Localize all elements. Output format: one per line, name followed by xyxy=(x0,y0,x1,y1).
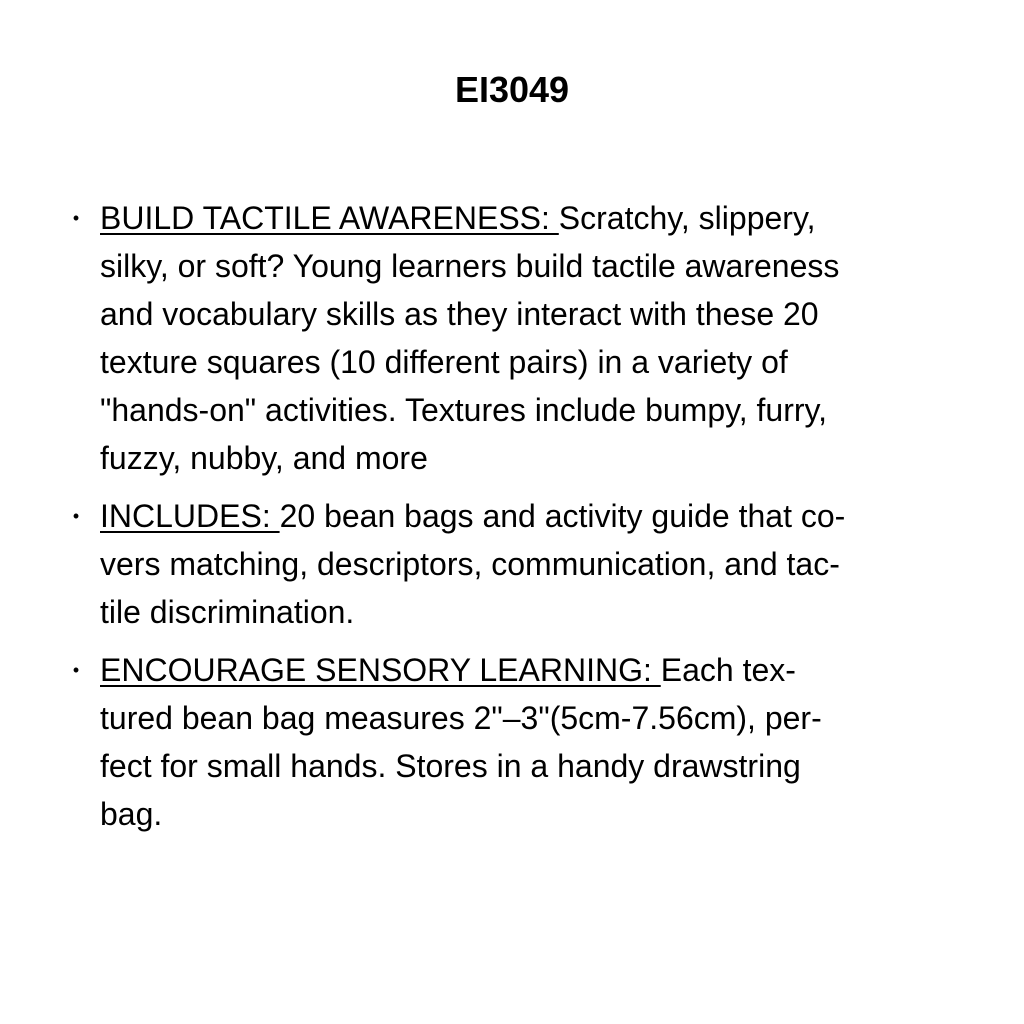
bullet-dot-icon: • xyxy=(72,506,80,526)
bullet-heading: ENCOURAGE SENSORY LEARNING: xyxy=(100,652,661,688)
bullet-first-line xyxy=(100,492,970,540)
bullet-text-line: bag. xyxy=(100,796,163,832)
bullet-dot-icon: • xyxy=(72,208,80,228)
bullet-text: Scratchy, slippery, xyxy=(558,200,816,236)
bullet-text-line: fect for small hands. Stores in a handy drawstring xyxy=(100,748,801,784)
bullet-text-line: silky, or soft? Young learners build tactile awareness xyxy=(100,248,840,284)
list-item xyxy=(72,492,970,636)
page-title: EI3049 xyxy=(454,69,570,110)
bullet-text-line: texture squares (10 different pairs) in a variety of xyxy=(100,344,788,380)
bullet-first-line xyxy=(100,194,970,242)
bullet-text: Each tex- xyxy=(660,652,796,688)
feature-list xyxy=(72,194,970,848)
list-item xyxy=(72,194,970,482)
bullet-heading: INCLUDES: xyxy=(100,498,280,534)
bullet-text-line: tile discrimination. xyxy=(100,594,355,630)
bullet-text-line: tured bean bag measures 2"–3"(5cm-7.56cm), per- xyxy=(100,700,822,736)
bullet-text: 20 bean bags and activity guide that co- xyxy=(279,498,846,534)
bullet-heading: BUILD TACTILE AWARENESS: xyxy=(100,200,559,236)
bullet-first-line xyxy=(100,646,970,694)
bullet-text-line: and vocabulary skills as they interact with these 20 xyxy=(100,296,819,332)
bullet-text-line: vers matching, descriptors, communication, and tac- xyxy=(100,546,840,582)
bullet-text-line: fuzzy, nubby, and more xyxy=(100,440,428,476)
list-item xyxy=(72,646,970,838)
bullet-dot-icon: • xyxy=(72,660,80,680)
bullet-text-line: "hands-on" activities. Textures include bumpy, furry, xyxy=(100,392,828,428)
